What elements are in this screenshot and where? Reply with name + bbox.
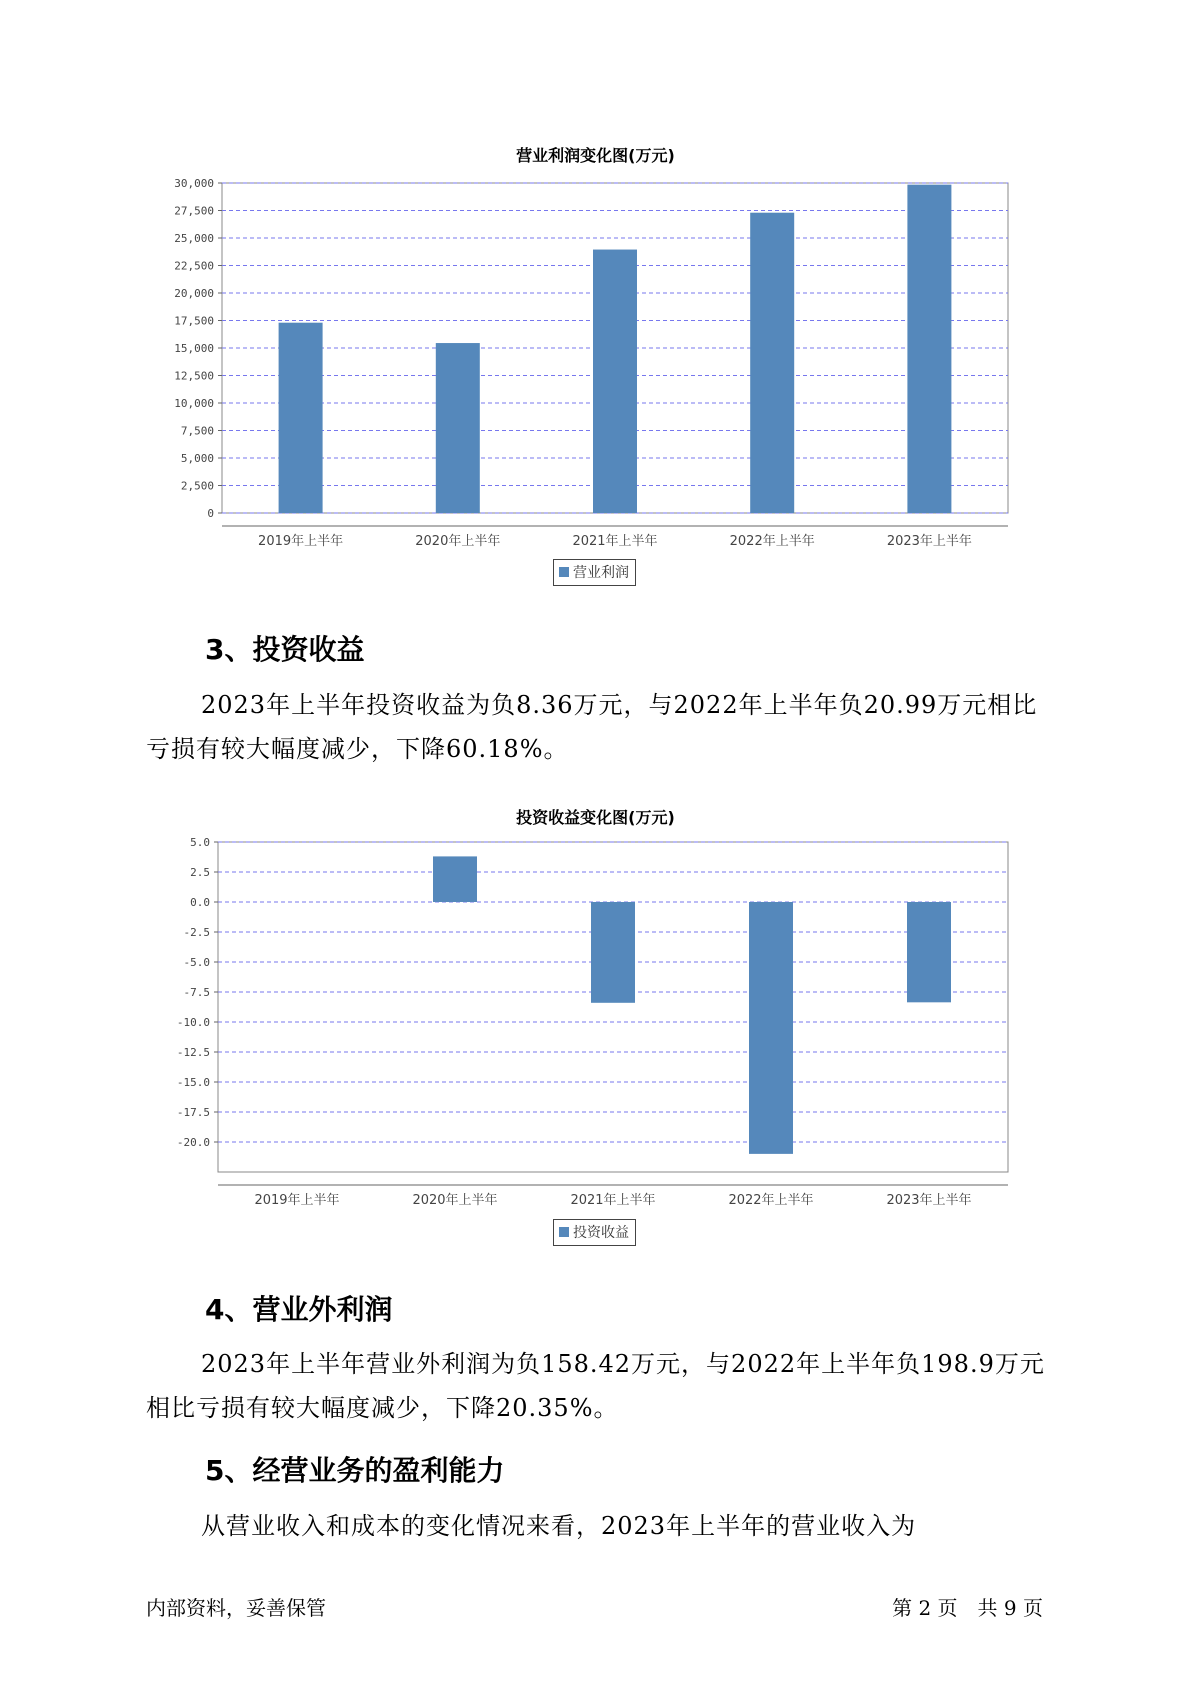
footer-page-number: 第 2 页 共 9 页 xyxy=(892,1596,1043,1620)
y-tick-label: 30,000 xyxy=(174,177,214,190)
section-heading: 3、投资收益 xyxy=(205,633,365,666)
chart-title: 营业利润变化图(万元) xyxy=(516,146,675,165)
x-tick-label: 2020年上半年 xyxy=(412,1193,498,1208)
section-heading: 4、营业外利润 xyxy=(205,1293,393,1326)
legend-swatch xyxy=(559,567,569,577)
y-tick-label: -20.0 xyxy=(176,1136,210,1149)
y-tick-label: 5,000 xyxy=(180,452,214,465)
y-tick-label: -17.5 xyxy=(176,1106,210,1119)
bar xyxy=(907,185,951,513)
bar xyxy=(750,213,794,513)
y-tick-label: 15,000 xyxy=(174,342,214,355)
bar xyxy=(749,902,793,1154)
x-tick-label: 2019年上半年 xyxy=(258,534,344,549)
legend-label: 营业利润 xyxy=(573,565,629,581)
x-tick-label: 2021年上半年 xyxy=(570,1193,656,1208)
y-tick-label: -12.5 xyxy=(176,1046,210,1059)
legend-swatch xyxy=(559,1227,569,1237)
investment-income-chart xyxy=(0,830,1191,1210)
y-tick-label: -15.0 xyxy=(176,1076,210,1089)
x-tick-label: 2021年上半年 xyxy=(572,534,658,549)
section-paragraph: 2023年上半年投资收益为负8.36万元，与2022年上半年负20.99万元相比亏损有较大幅度减少，下降60.18%。 xyxy=(146,691,1038,763)
y-tick-label: -7.5 xyxy=(183,986,210,999)
x-tick-label: 2019年上半年 xyxy=(254,1193,340,1208)
chart-legend xyxy=(553,559,636,586)
y-tick-label: 20,000 xyxy=(174,287,214,300)
y-tick-label: 17,500 xyxy=(174,314,214,328)
y-tick-label: 2,500 xyxy=(180,479,214,493)
y-tick-label: -2.5 xyxy=(183,926,210,939)
y-tick-label: 2.5 xyxy=(190,866,210,879)
section-paragraph: 从营业收入和成本的变化情况来看，2023年上半年的营业收入为 xyxy=(201,1512,917,1540)
x-tick-label: 2022年上半年 xyxy=(728,1193,814,1208)
y-tick-label: 0.0 xyxy=(190,896,210,909)
bar xyxy=(436,343,480,513)
y-tick-label: 10,000 xyxy=(174,397,214,410)
y-tick-label: 7,500 xyxy=(180,424,214,438)
x-tick-label: 2023年上半年 xyxy=(886,1193,972,1208)
bar xyxy=(433,856,477,902)
section-heading: 5、经营业务的盈利能力 xyxy=(205,1454,505,1487)
y-tick-label: 25,000 xyxy=(174,232,214,245)
x-tick-label: 2022年上半年 xyxy=(729,534,815,549)
bar xyxy=(591,902,635,1003)
y-tick-label: 27,500 xyxy=(174,204,214,218)
y-tick-label: 0 xyxy=(207,507,214,520)
operating-profit-chart xyxy=(0,170,1191,550)
y-tick-label: -5.0 xyxy=(183,956,210,969)
bar xyxy=(279,323,323,513)
y-tick-label: 5.0 xyxy=(190,836,210,849)
bar xyxy=(593,250,637,513)
footer-confidential: 内部资料，妥善保管 xyxy=(146,1596,326,1620)
chart-legend xyxy=(553,1219,636,1246)
x-tick-label: 2023年上半年 xyxy=(886,534,972,549)
y-tick-label: -10.0 xyxy=(176,1016,210,1029)
section-paragraph: 2023年上半年营业外利润为负158.42万元，与2022年上半年负198.9万元相比亏损有较大幅度减少，下降20.35%。 xyxy=(146,1350,1045,1422)
y-tick-label: 12,500 xyxy=(174,369,214,383)
bar xyxy=(907,902,951,1002)
y-tick-label: 22,500 xyxy=(174,259,214,273)
plot-area xyxy=(218,842,1008,1172)
x-tick-label: 2020年上半年 xyxy=(415,534,501,549)
chart-title: 投资收益变化图(万元) xyxy=(516,808,675,827)
legend-label: 投资收益 xyxy=(573,1225,629,1241)
